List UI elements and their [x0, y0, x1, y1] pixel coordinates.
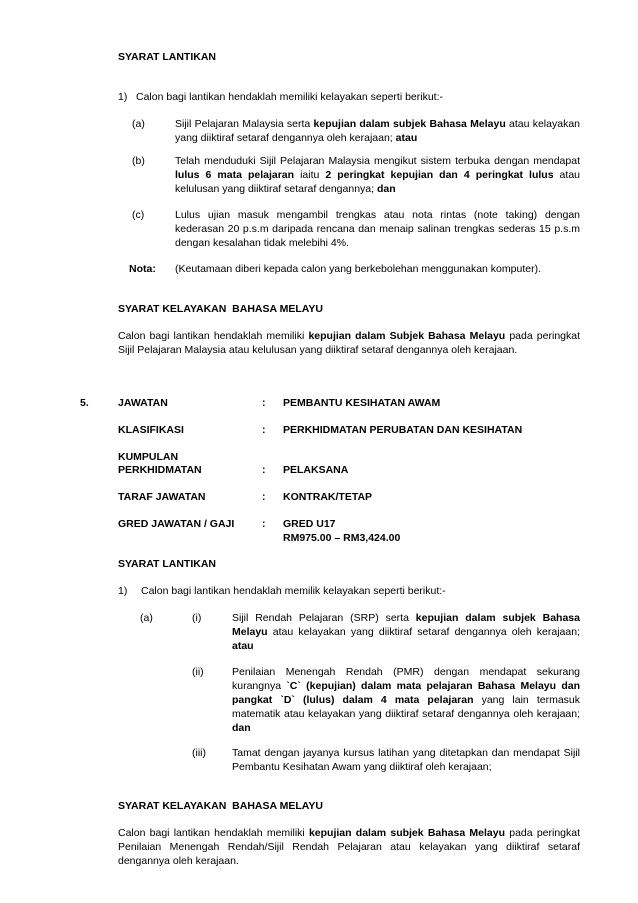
bold-run: atau [232, 640, 254, 652]
nota-text: (Keutamaan diberi kepada calon yang berkebolehan menggunakan komputer). [175, 263, 541, 275]
field-colon: : [262, 464, 266, 476]
section-number: 5. [80, 397, 89, 409]
field-value-klasifikasi: PERKHIDMATAN PERUBATAN DAN KESIHATAN [283, 424, 523, 436]
bold-run: atau [395, 132, 418, 144]
field-colon: : [262, 424, 266, 436]
roman-label: (i) [192, 612, 202, 624]
text-run: atau kelayakan yang diiktiraf setaraf dengannya oleh kerajaan; [175, 118, 580, 144]
bold-run: dan [232, 722, 251, 734]
bold-run: kepujian dalam subjek Bahasa Melayu [313, 118, 506, 130]
sub-item-label: (c) [132, 209, 145, 221]
item-number: 1) [118, 91, 128, 103]
field-colon: : [262, 491, 266, 503]
text-run: Sijil Pelajaran Malaysia serta [175, 118, 314, 130]
sub-item-iii-text: Tamat dengan jayanya kursus latihan yang ditetapkan dan mendapat Sijil Pembantu Kesihatan Awam yang diiktiraf oleh kerajaan; [232, 747, 580, 773]
roman-label: (iii) [192, 747, 206, 759]
roman-label: (ii) [192, 666, 204, 678]
section-heading-syarat-lantikan-2: SYARAT LANTIKAN [118, 558, 217, 570]
kelayakan-bm-paragraph-2 [118, 826, 580, 868]
field-label-gred: GRED JAWATAN / GAJI [118, 518, 235, 530]
bold-run: `C` (kepujian) dalam mata pelajaran Bahasa Melayu dan pangkat `D` (lulus) dalam 4 mata pelajaran [232, 680, 580, 706]
sub-item-a-text [175, 117, 580, 145]
item-text: Calon bagi lantikan hendaklah memilik kelayakan seperti berikut:- [141, 585, 446, 597]
sub-item-label: (a) [140, 612, 153, 624]
text-run: Penilaian Menengah Rendah (PMR) dengan mendapat sekurang kurangnya [232, 666, 580, 692]
field-value-kumpulan: PELAKSANA [283, 464, 349, 476]
text-run: pada peringkat Sijil Pelajaran Malaysia atau kelulusan yang diiktiraf setaraf dengannya oleh kerajaan. [118, 330, 581, 356]
section-heading-kelayakan-bm: SYARAT KELAYAKAN BAHASA MELAYU [118, 303, 323, 315]
sub-item-label: (b) [132, 155, 145, 167]
bold-run: kepujian dalam subjek Bahasa Melayu [232, 612, 580, 638]
text-run: yang lain termasuk matematik atau kelayakan yang diiktiraf setaraf dengannya oleh kerajaan; [232, 694, 580, 720]
field-value-gaji: RM975.00 – RM3,424.00 [283, 532, 401, 544]
text-run: pada peringkat Penilaian Menengah Rendah/Sijil Rendah Pelajaran atau kelayakan yang diiktiraf setaraf dengannya oleh kerajaan. [118, 827, 581, 867]
kelayakan-bm-paragraph [118, 329, 580, 357]
field-value-gred: GRED U17 [283, 518, 336, 530]
text-run: Calon bagi lantikan hendaklah memiliki [118, 330, 309, 342]
field-value-taraf: KONTRAK/TETAP [283, 491, 373, 503]
field-value-jawatan: PEMBANTU KESIHATAN AWAM [283, 397, 441, 409]
text-run: atau kelayakan yang diiktiraf setaraf dengannya oleh kerajaan; [267, 626, 580, 638]
item-text: Calon bagi lantikan hendaklah memiliki kelayakan seperti berikut:- [136, 91, 443, 103]
field-colon: : [262, 397, 266, 409]
text-run: Sijil Rendah Pelajaran (SRP) serta [232, 612, 416, 624]
text-run: Calon bagi lantikan hendaklah memiliki [118, 827, 309, 839]
field-label-taraf: TARAF JAWATAN [118, 491, 206, 503]
bold-run: lulus 6 mata pelajaran [175, 169, 295, 181]
field-label-klasifikasi: KLASIFIKASI [118, 424, 184, 436]
section-heading-syarat-lantikan: SYARAT LANTIKAN [118, 51, 217, 63]
bold-run: dan [376, 183, 396, 195]
sub-item-ii-text [232, 665, 580, 735]
bold-run: kepujian dalam subjek Bahasa Melayu [308, 827, 506, 839]
section-heading-kelayakan-bm-2: SYARAT KELAYAKAN BAHASA MELAYU [118, 800, 323, 812]
sub-item-i-text [232, 611, 580, 653]
item-number: 1) [118, 585, 128, 597]
sub-item-c-text: Lulus ujian masuk mengambil trengkas atau nota rintas (note taking) dengan kederasan 20 p.s.m daripada rencana dan menaip salinan trengkas sederas 15 p.s.m dengan kesalahan tidak melebihi 4%. [175, 209, 580, 249]
text-run: atau kelulusan yang diiktiraf setaraf dengannya; [175, 169, 580, 195]
field-label-jawatan: JAWATAN [118, 397, 168, 409]
bold-run: 2 peringkat kepujian dan 4 peringkat lulus [325, 169, 554, 181]
bold-run: kepujian dalam Subjek Bahasa Melayu [308, 330, 506, 342]
text-run: iaitu [294, 169, 326, 181]
text-run: Telah menduduki Sijil Pelajaran Malaysia mengikut sistem terbuka dengan mendapat [175, 155, 580, 167]
sub-item-label: (a) [132, 118, 145, 130]
sub-item-b-text [175, 154, 580, 196]
field-colon: : [262, 518, 266, 530]
field-label-kumpulan: KUMPULAN [118, 451, 179, 463]
nota-label: Nota: [129, 263, 156, 275]
field-label-perkhidmatan: PERKHIDMATAN [118, 464, 202, 476]
